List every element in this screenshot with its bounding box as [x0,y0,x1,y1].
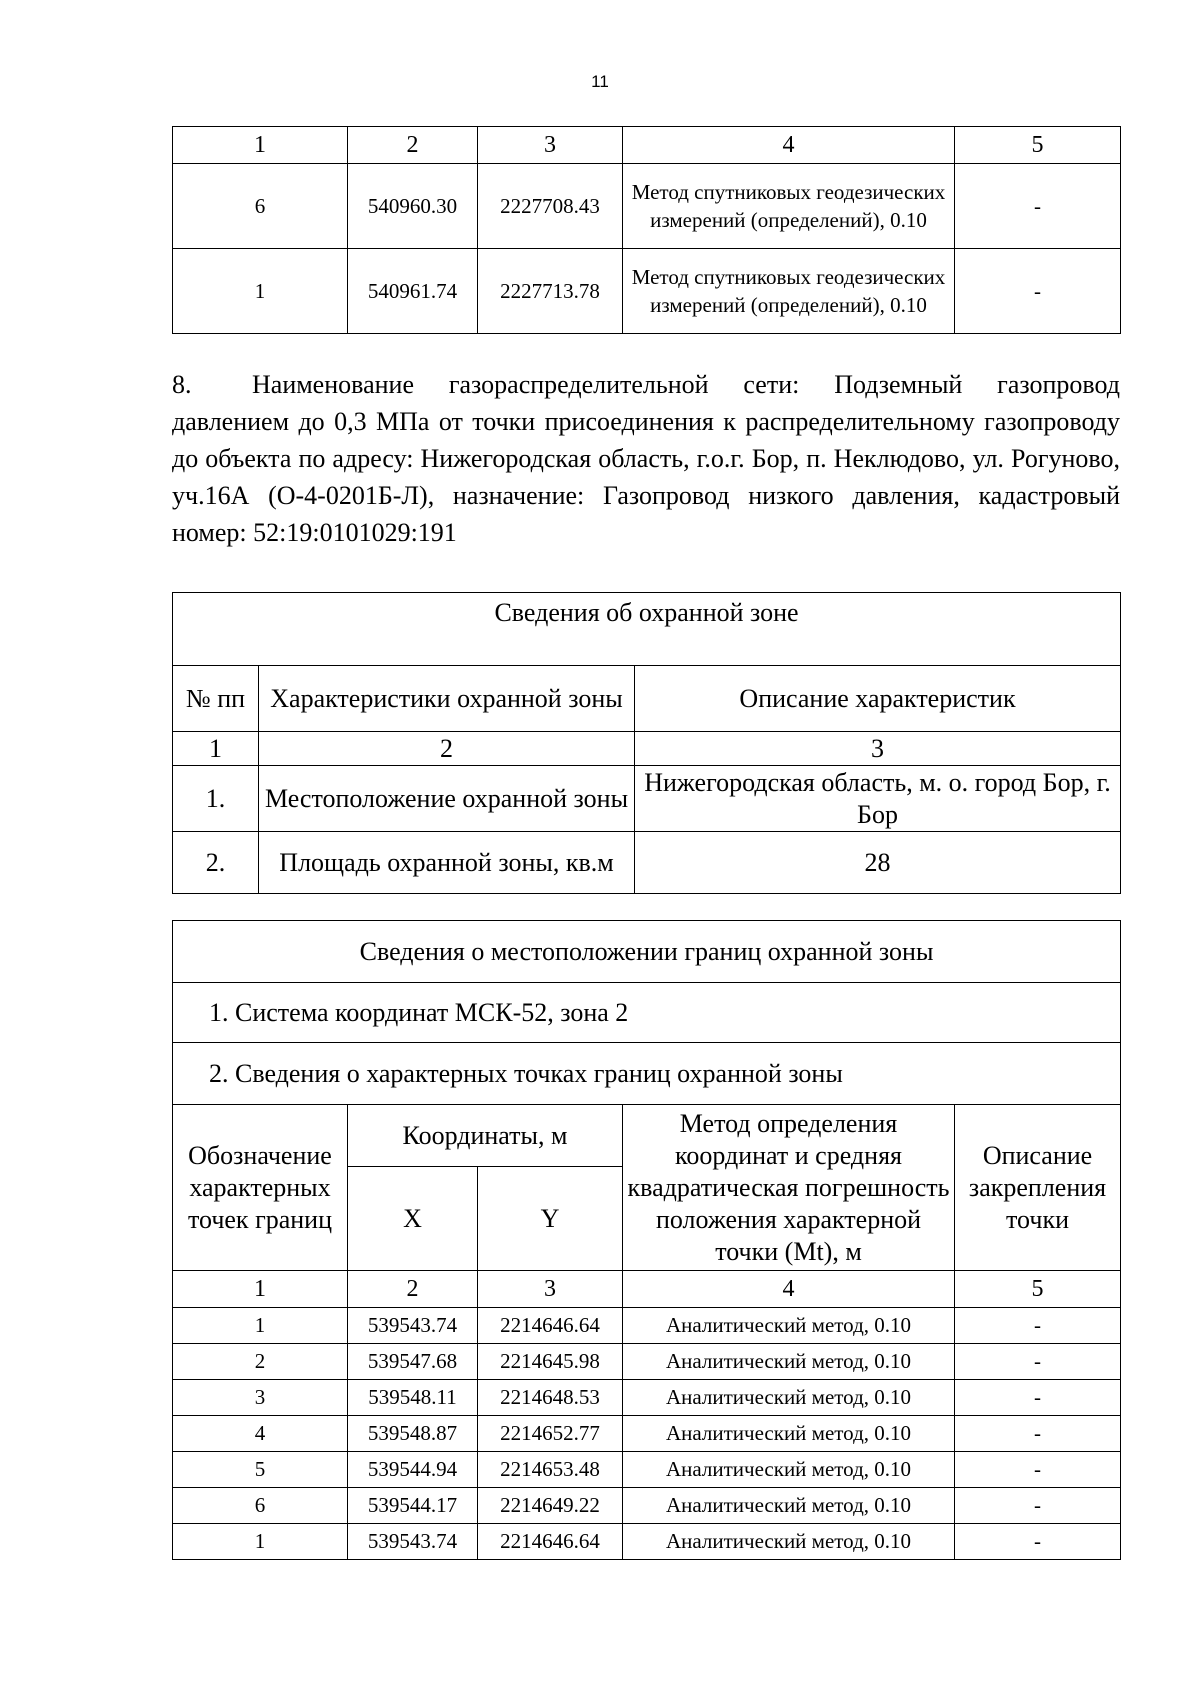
coord-y: 2214646.64 [478,1524,623,1560]
table-row [173,249,1121,334]
points-title: 2. Сведения о характерных точках границ охранной зоны [173,1043,1121,1105]
zone-info-table [172,592,1121,894]
point-number: 6 [173,1488,348,1524]
point-description: - [955,1344,1121,1380]
coord-x: 539544.17 [348,1488,478,1524]
index-cell: 2 [348,1271,478,1308]
col-characteristic-header: Характеристики охранной зоны [259,666,635,732]
coordinates-header: Координаты, м [348,1105,623,1167]
row-description: Нижегородская область, м. о. город Бор, г. Бор [635,766,1121,832]
row-characteristic: Площадь охранной зоны, кв.м [259,832,635,894]
point-description: - [955,249,1121,334]
coordinates-table-continued [172,126,1121,334]
point-description: - [955,1524,1121,1560]
points-title-row [173,1043,1121,1105]
coord-y: 2214648.53 [478,1380,623,1416]
row-characteristic: Местоположение охранной зоны [259,766,635,832]
point-description: - [955,1416,1121,1452]
coord-y: 2227713.78 [478,249,623,334]
point-number: 1 [173,249,348,334]
boundary-title-row [173,921,1121,983]
header-cell: 5 [955,127,1121,164]
method: Аналитический метод, 0.10 [623,1380,955,1416]
table-row [173,1524,1121,1560]
zone-info-row [173,766,1121,832]
method: Аналитический метод, 0.10 [623,1452,955,1488]
boundary-title: Сведения о местоположении границ охранной зоны [173,921,1121,983]
x-header: X [348,1167,478,1271]
zone-info-index-row [173,732,1121,766]
zone-info-header-row [173,666,1121,732]
method: Аналитический метод, 0.10 [623,1416,955,1452]
method: Аналитический метод, 0.10 [623,1524,955,1560]
col-description-header: Описание характеристик [635,666,1121,732]
page-number: 11 [591,72,609,91]
coord-x: 539548.87 [348,1416,478,1452]
point-description: - [955,1308,1121,1344]
paragraph-text: Наименование газораспределительной сети: Подземный газопровод давлением до 0,3 МПа от точки присоединения к распределительному газопроводу до объекта по адресу: Нижегородская область, г.о.г. Бор, п. Неклюдово, ул. Рогуново, уч.16А (О-4-0201Б-Л), назначение: Газопровод низкого давления, кадастровый номер: 52:19:0101029:191 [172,370,1120,547]
index-cell: 4 [623,1271,955,1308]
method: Аналитический метод, 0.10 [623,1488,955,1524]
coord-y: 2214645.98 [478,1344,623,1380]
coord-y: 2214652.77 [478,1416,623,1452]
row-number: 2. [173,832,259,894]
method: Аналитический метод, 0.10 [623,1308,955,1344]
point-number: 1 [173,1524,348,1560]
coord-x: 540961.74 [348,249,478,334]
table-row [173,1452,1121,1488]
table-row [173,1488,1121,1524]
point-description: - [955,1380,1121,1416]
coord-x: 539548.11 [348,1380,478,1416]
coord-y: 2214646.64 [478,1308,623,1344]
header-cell: 1 [173,127,348,164]
zone-info-title-row [173,593,1121,666]
points-header-row [173,1105,1121,1167]
index-cell: 1 [173,1271,348,1308]
coord-y: 2214649.22 [478,1488,623,1524]
table-row [173,1380,1121,1416]
boundary-points-table [172,920,1121,1560]
index-cell: 5 [955,1271,1121,1308]
point-number: 2 [173,1344,348,1380]
col-number-header: № пп [173,666,259,732]
index-cell: 3 [635,732,1121,766]
method: Аналитический метод, 0.10 [623,1344,955,1380]
table-row [173,164,1121,249]
paragraph-number: 8. [172,370,192,399]
header-cell: 3 [478,127,623,164]
coord-x: 539544.94 [348,1452,478,1488]
coord-y: 2227708.43 [478,164,623,249]
row-description: 28 [635,832,1121,894]
table-row [173,1416,1121,1452]
method: Метод спутниковых геодезических измерений (определений), 0.10 [623,164,955,249]
index-cell: 1 [173,732,259,766]
coord-x: 539543.74 [348,1308,478,1344]
point-number: 3 [173,1380,348,1416]
table-row [173,1344,1121,1380]
points-index-row [173,1271,1121,1308]
table-row [173,1308,1121,1344]
coord-x: 539543.74 [348,1524,478,1560]
point-description: - [955,1452,1121,1488]
point-description: - [955,164,1121,249]
coordinate-system-row [173,983,1121,1043]
index-cell: 3 [478,1271,623,1308]
row-number: 1. [173,766,259,832]
network-description-paragraph [172,366,1120,551]
table-header-row [173,127,1121,164]
zone-info-title: Сведения об охранной зоне [173,593,1121,666]
description-header: Описание закрепления точки [955,1105,1121,1271]
coord-y: 2214653.48 [478,1452,623,1488]
method: Метод спутниковых геодезических измерений (определений), 0.10 [623,249,955,334]
coord-x: 539547.68 [348,1344,478,1380]
designation-header: Обозначение характерных точек границ [173,1105,348,1271]
zone-info-row [173,832,1121,894]
point-number: 6 [173,164,348,249]
point-number: 4 [173,1416,348,1452]
header-cell: 2 [348,127,478,164]
method-header: Метод определения координат и средняя квадратическая погрешность положения характерной точки (Mt), м [623,1105,955,1271]
point-number: 5 [173,1452,348,1488]
index-cell: 2 [259,732,635,766]
point-description: - [955,1488,1121,1524]
point-number: 1 [173,1308,348,1344]
coord-x: 540960.30 [348,164,478,249]
coordinate-system: 1. Система координат МСК-52, зона 2 [173,983,1121,1043]
y-header: Y [478,1167,623,1271]
header-cell: 4 [623,127,955,164]
